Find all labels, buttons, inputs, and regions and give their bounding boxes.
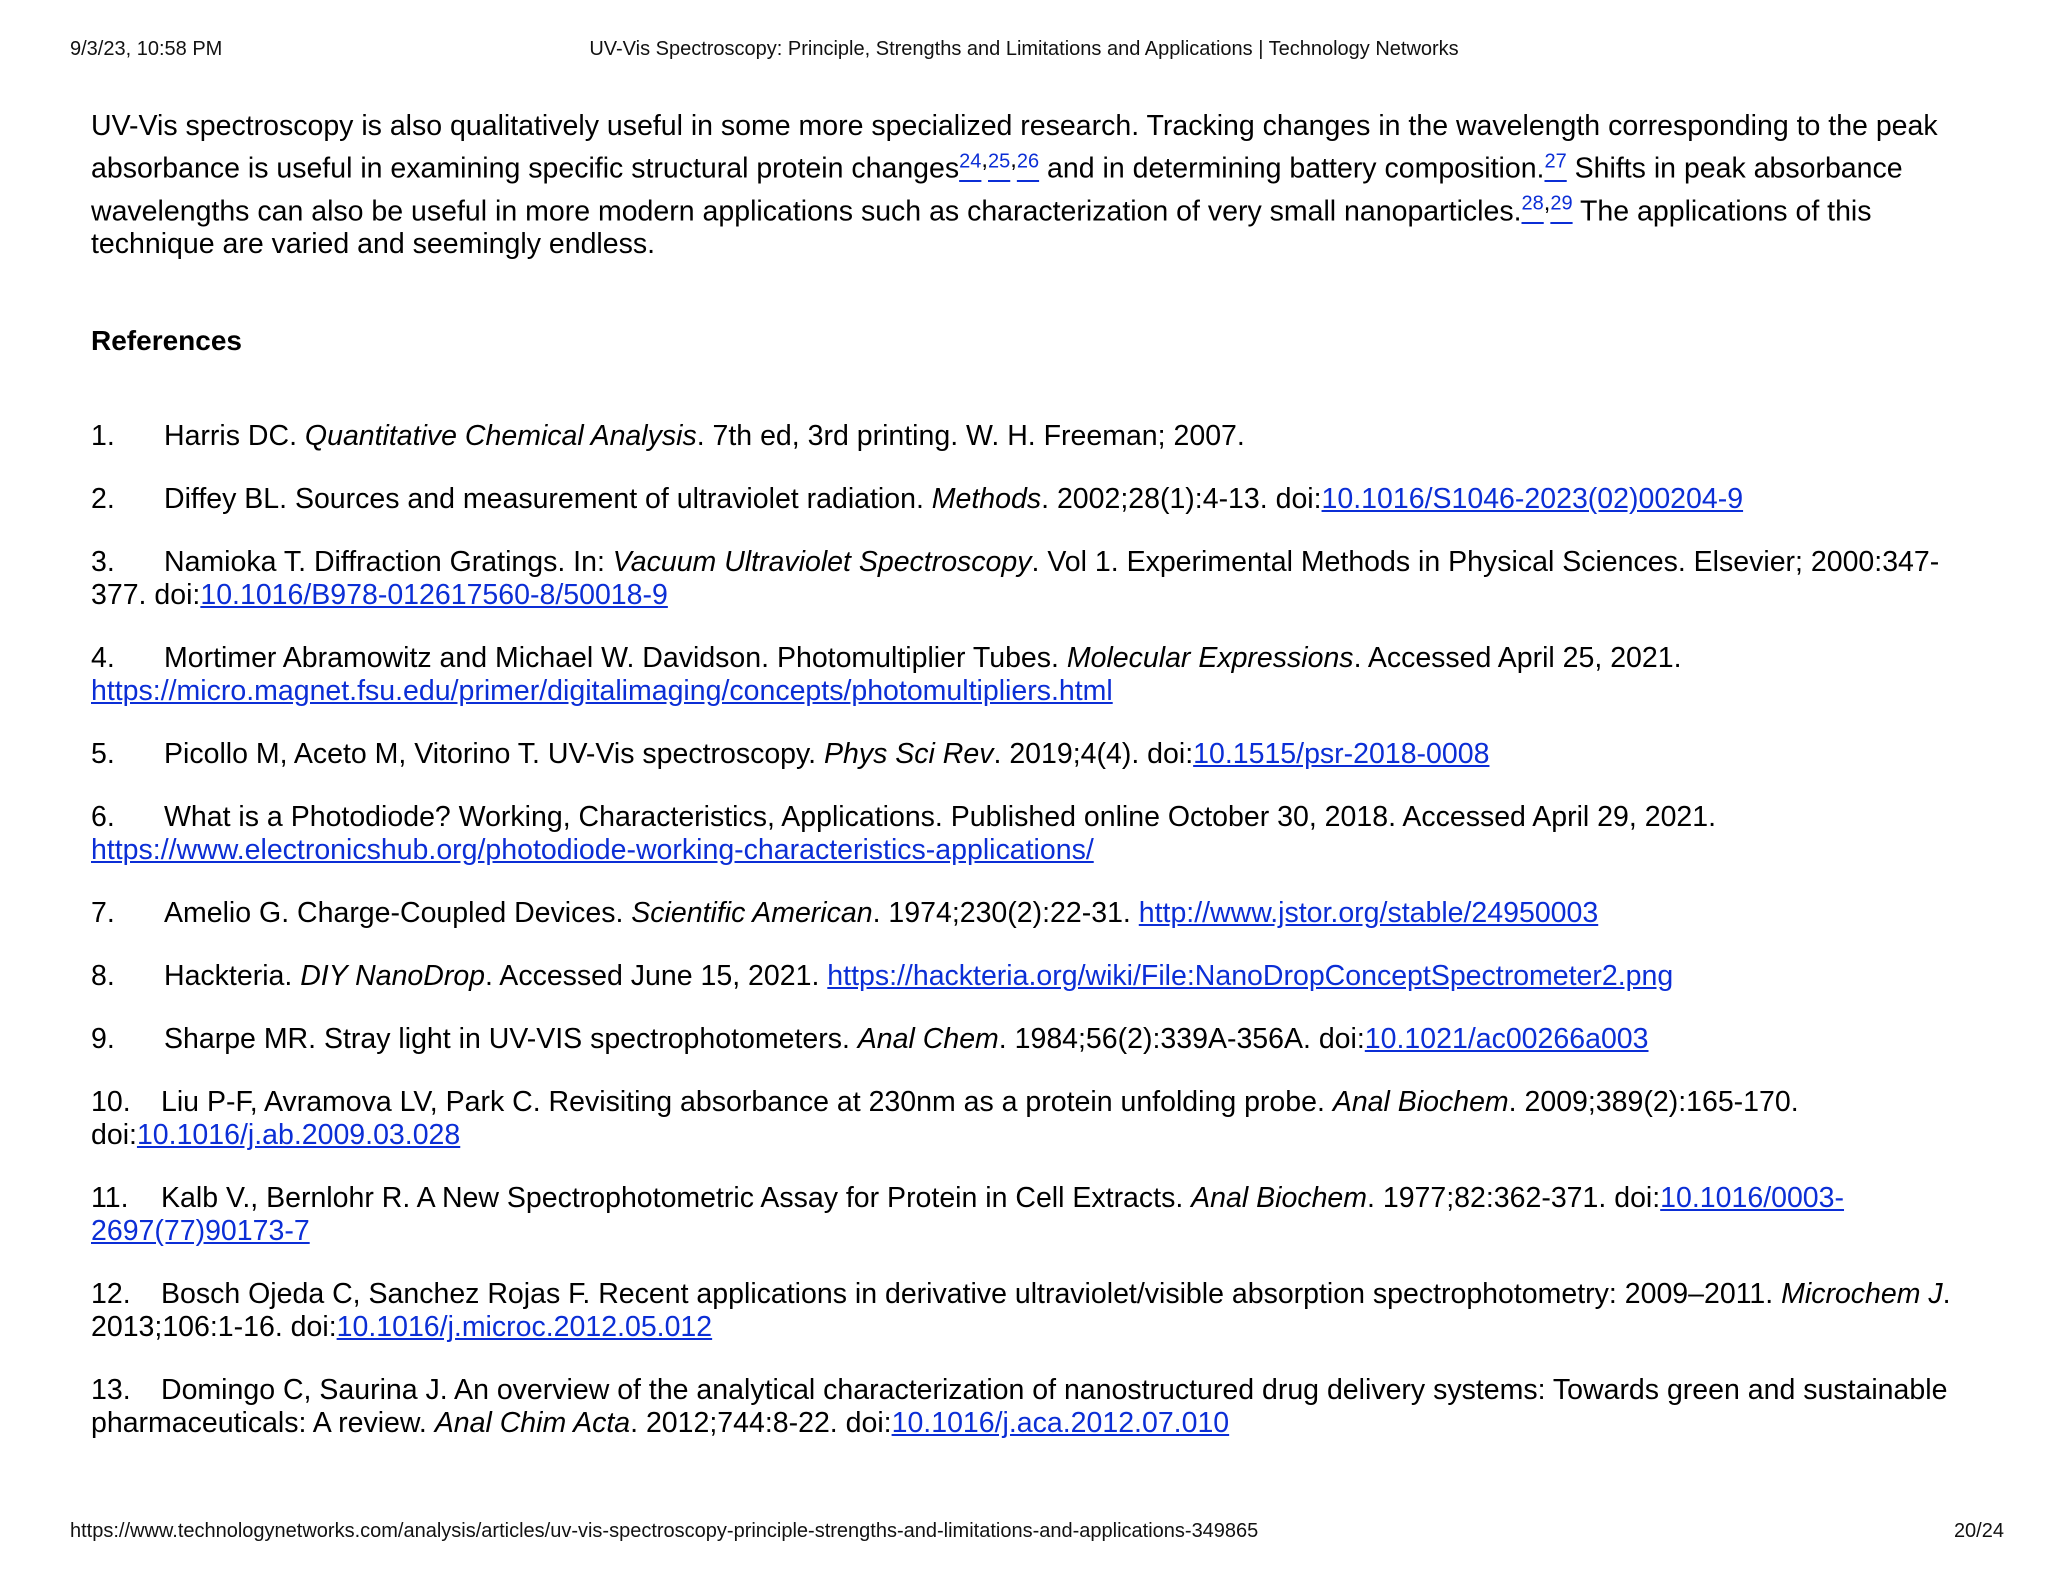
citation-separator: ,: [981, 146, 988, 173]
reference-item: 7. Amelio G. Charge-Coupled Devices. Scientific American. 1974;230(2):22-31. http://www.jstor.org/stable/24950003: [91, 897, 1599, 929]
citation-link-25[interactable]: 25: [988, 150, 1011, 172]
reference-doi-link[interactable]: 10.1016/j.ab.2009.03.028: [136, 1119, 461, 1151]
reference-doi-link[interactable]: 10.1515/psr-2018-0008: [1193, 738, 1490, 770]
article-content: [91, 110, 1991, 1470]
reference-item: 1. Harris DC. Quantitative Chemical Analysis. 7th ed, 3rd printing. W. H. Freeman; 2007.: [91, 420, 1245, 452]
reference-item: 13. Domingo C, Saurina J. An overview of the analytical characterization of nanostructured drug delivery systems: Towards green and sustainable pharmaceuticals: A review. Anal Chim Acta. 2012;744:8-22. doi:10.1016/j.aca.2012.07.010: [91, 1374, 1948, 1439]
reference-doi-link[interactable]: 10.1016/B978-012617560-8/50018-9: [200, 579, 668, 611]
reference-doi-link[interactable]: 10.1016/S1046-2023(02)00204-9: [1321, 483, 1744, 515]
reference-item: 4. Mortimer Abramowitz and Michael W. Davidson. Photomultiplier Tubes. Molecular Expressions. Accessed April 25, 2021. https://micro.magnet.fsu.edu/primer/digitalimaging/concepts/photomultipliers.html: [91, 642, 1682, 707]
reference-item: 10. Liu P-F, Avramova LV, Park C. Revisiting absorbance at 230nm as a protein unfolding probe. Anal Biochem. 2009;389(2):165-170. doi:10.1016/j.ab.2009.03.028: [91, 1086, 1799, 1151]
reference-doi-link[interactable]: 10.1021/ac00266a003: [1364, 1023, 1649, 1055]
intro-text: UV-Vis spectroscopy is also qualitatively useful in some more specialized research. Tracking changes in the wavelength corresponding to the peak absorbance is useful in examining specific structural protein changes: [91, 110, 1938, 185]
references-list: [91, 420, 1991, 1440]
citation-link-26[interactable]: 26: [1016, 150, 1040, 172]
citation-separator: ,: [1543, 188, 1551, 216]
citation-link-29[interactable]: 29: [1550, 192, 1573, 215]
reference-item: 12. Bosch Ojeda C, Sanchez Rojas F. Recent applications in derivative ultraviolet/visible absorption spectrophotometry: 2009–2011. Microchem J. 2013;106:1-16. doi:10.1016/j.microc.2012.05.012: [91, 1278, 1951, 1343]
reference-url-link[interactable]: http://www.jstor.org/stable/24950003: [1138, 897, 1599, 929]
citation-link-28[interactable]: 28: [1521, 192, 1544, 215]
page-number: 20/24: [1953, 1520, 2004, 1542]
reference-item: 11. Kalb V., Bernlohr R. A New Spectrophotometric Assay for Protein in Cell Extracts. Anal Biochem. 1977;82:362-371. doi:10.1016/0003-2697(77)90173-7: [91, 1182, 1845, 1247]
citation-link-27[interactable]: 27: [1544, 150, 1567, 172]
citation-separator: ,: [1010, 146, 1017, 173]
reference-item: 5. Picollo M, Aceto M, Vitorino T. UV-Vis spectroscopy. Phys Sci Rev. 2019;4(4). doi:10.1515/psr-2018-0008: [91, 738, 1490, 770]
references-heading: References: [91, 325, 242, 356]
reference-doi-link[interactable]: 10.1016/j.aca.2012.07.010: [891, 1407, 1230, 1439]
reference-url-link[interactable]: https://hackteria.org/wiki/File:NanoDropConceptSpectrometer2.png: [827, 960, 1674, 992]
footer-url: https://www.technologynetworks.com/analysis/articles/uv-vis-spectroscopy-principle-strengths-and-limitations-and-applications-349865: [70, 1520, 1259, 1542]
intro-text: Shifts in peak absorbance wavelengths can also be useful in more modern applications such as characterization of very small nanoparticles.: [91, 152, 1903, 227]
print-date: 9/3/23, 10:58 PM: [70, 38, 223, 60]
intro-paragraph: [91, 110, 1991, 261]
intro-text: and in determining battery composition.: [1039, 152, 1545, 185]
reference-url-link[interactable]: https://micro.magnet.fsu.edu/primer/digitalimaging/concepts/photomultipliers.html: [91, 675, 1113, 707]
citation-link-24[interactable]: 24: [959, 150, 982, 172]
reference-item: 2. Diffey BL. Sources and measurement of ultraviolet radiation. Methods. 2002;28(1):4-13. doi:10.1016/S1046-2023(02)00204-9: [91, 483, 1744, 515]
reference-url-link[interactable]: https://www.electronicshub.org/photodiode-working-characteristics-applications/: [91, 834, 1094, 866]
reference-item: 9. Sharpe MR. Stray light in UV-VIS spectrophotometers. Anal Chem. 1984;56(2):339A-356A. doi:10.1021/ac00266a003: [91, 1023, 1649, 1055]
intro-text: The applications of this technique are varied and seemingly endless.: [91, 195, 1872, 260]
reference-doi-link[interactable]: 10.1016/j.microc.2012.05.012: [336, 1311, 713, 1343]
reference-item: 6. What is a Photodiode? Working, Characteristics, Applications. Published online October 30, 2018. Accessed April 29, 2021. https://www.electronicshub.org/photodiode-working-characteristics-applications/: [91, 801, 1717, 866]
reference-doi-link[interactable]: 10.1016/0003-2697(77)90173-7: [91, 1182, 1845, 1247]
page-title: UV-Vis Spectroscopy: Principle, Strengths and Limitations and Applications | Technology Networks: [589, 38, 1459, 60]
reference-item: 3. Namioka T. Diffraction Gratings. In: Vacuum Ultraviolet Spectroscopy. Vol 1. Experimental Methods in Physical Sciences. Elsevier; 2000:347-377. doi:10.1016/B978-012617560-8/50018-9: [91, 546, 1940, 611]
reference-item: 8. Hackteria. DIY NanoDrop. Accessed June 15, 2021. https://hackteria.org/wiki/File:NanoDropConceptSpectrometer2.png: [91, 960, 1674, 992]
